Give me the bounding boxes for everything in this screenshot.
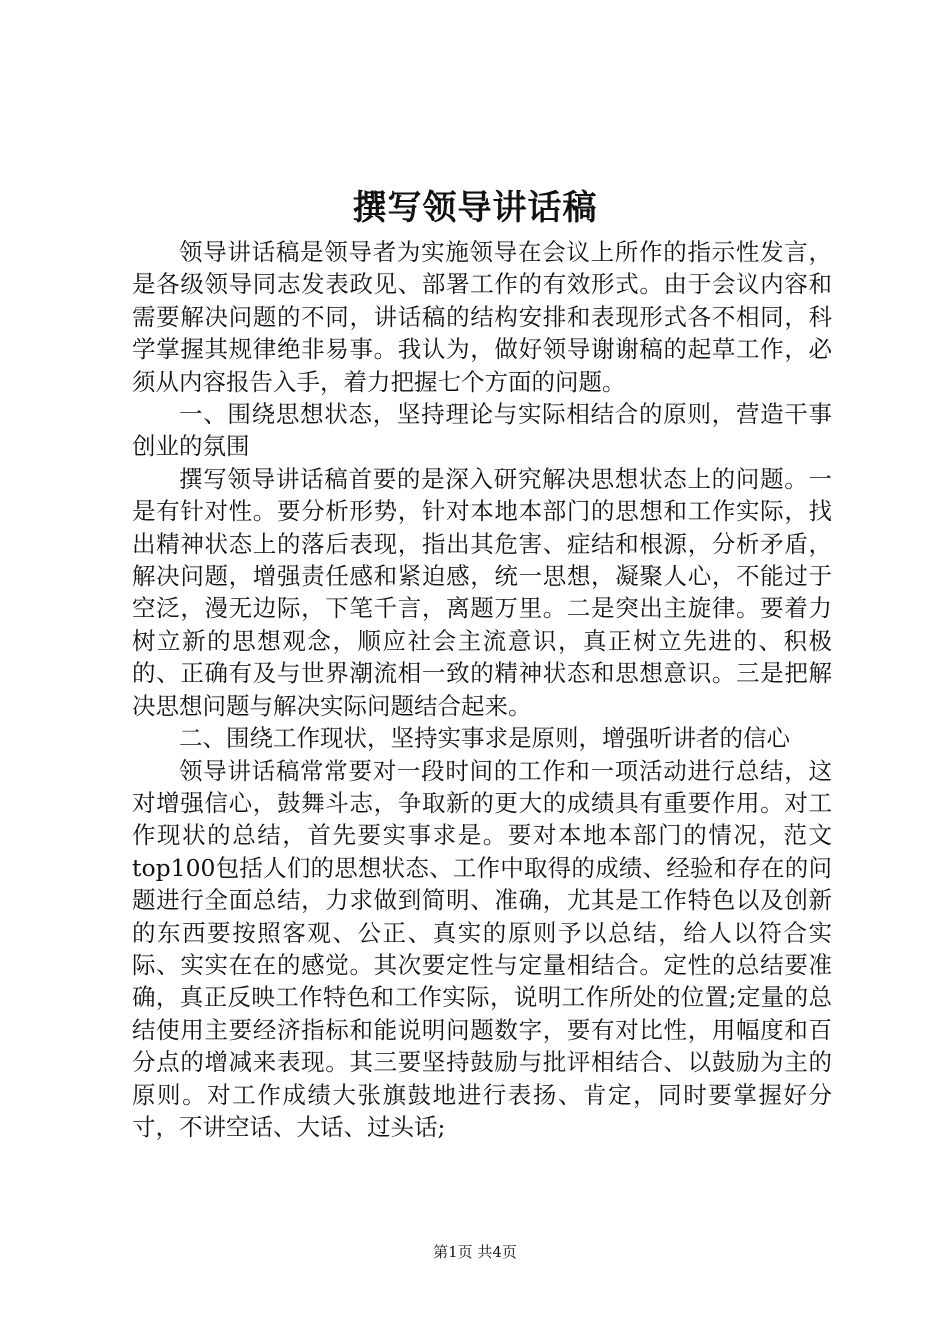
paragraph-section-1: 撰写领导讲话稿首要的是深入研究解决思想状态上的问题。一是有针对性。要分析形势，针对本地本部门的思想和工作实际，找出精神状态上的落后表现，指出其危害、症结和根源，分析矛盾，解决问题，增强责任感和紧迫感，统一思想，凝聚人心，不能过于空泛，漫无边际，下笔千言，离题万里。二是突出主旋律。要着力树立新的思想观念，顺应社会主流意识，真正树立先进的、积极的、正确有及与世界潮流相一致的精神状态和思想意识。三是把解决思想问题与解决实际问题结合起来。	[132, 464, 832, 720]
paragraph-section-2: 领导讲话稿常常要对一段时间的工作和一项活动进行总结，这对增强信心，鼓舞斗志，争取新的更大的成绩具有重要作用。对工作现状的总结，首先要实事求是。要对本地本部门的情况，范文top100包括人们的思想状态、工作中取得的成绩、经验和存在的问题进行全面总结，力求做到简明、准确，尤其是工作特色以及创新的东西要按照客观、公正、真实的原则予以总结，给人以符合实际、实实在在的感觉。其次要定性与定量相结合。定性的总结要准确，真正反映工作特色和工作实际，说明工作所处的位置;定量的总结使用主要经济指标和能说明问题数字，要有对比性，用幅度和百分点的增减来表现。其三要坚持鼓励与批评相结合、以鼓励为主的原则。对工作成绩大张旗鼓地进行表扬、肯定，同时要掌握好分寸，不讲空话、大话、过头话;	[132, 756, 832, 1141]
page-footer: 第1页 共4页	[433, 1243, 517, 1261]
section-heading-2: 二、围绕工作现状，坚持实事求是原则，增强听讲者的信心	[179, 724, 790, 753]
document-body	[132, 236, 832, 1143]
paragraph-intro: 领导讲话稿是领导者为实施领导在会议上所作的指示性发言，是各级领导同志发表政见、部署工作的有效形式。由于会议内容和需要解决问题的不同，讲话稿的结构安排和表现形式各不相同，科学掌握其规律绝非易事。我认为，做好领导谢谢稿的起草工作，必须从内容报告入手，着力把握七个方面的问题。	[132, 238, 832, 396]
section-heading-1: 一、围绕思想状态，坚持理论与实际相结合的原则，营造干事创业的氛围	[132, 400, 832, 461]
page-title: 撰写领导讲话稿	[352, 188, 598, 228]
